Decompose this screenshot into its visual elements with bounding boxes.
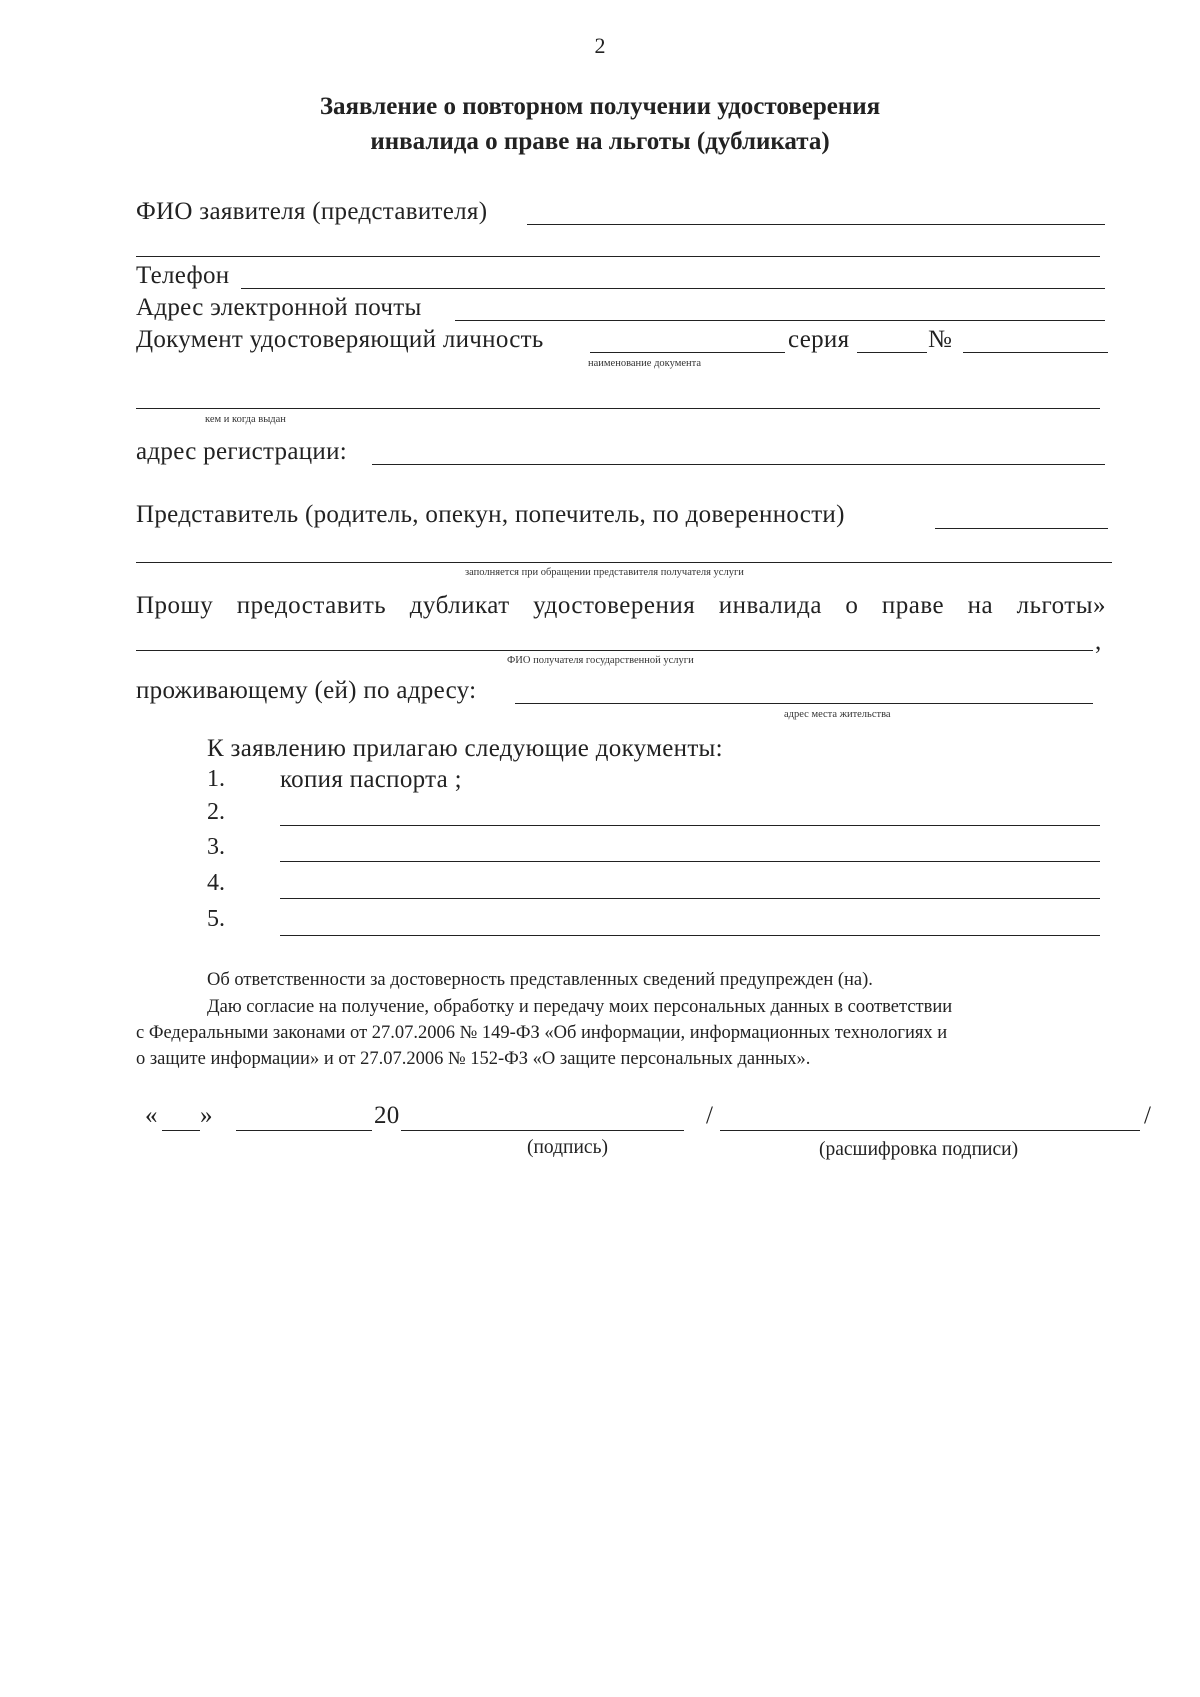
series-label: серия [788,326,850,353]
fio-field[interactable] [527,224,1105,225]
attachment-item-1: копия паспорта ; [280,766,462,793]
date-year-prefix: 20 [374,1102,400,1129]
attachment-number-2: 2. [207,799,225,825]
signature-decode-field[interactable] [720,1130,1140,1131]
attachment-number-3: 3. [207,834,225,860]
signature-caption: (подпись) [527,1137,608,1158]
id-document-label: Документ удостоверяющий личность [136,326,544,353]
attachment-item-5-field[interactable] [280,935,1100,936]
consent-line-1: Даю согласие на получение, обработку и передачу моих персональных данных в соответствии [207,997,953,1017]
responsibility-statement: Об ответственности за достоверность представленных сведений предупрежден (на). [207,970,873,990]
signature-slash-right: / [1144,1102,1152,1129]
request-comma: , [1095,628,1102,655]
form-title-line-2: инвалида о праве на льготы (дубликата) [370,128,830,155]
signature-slash-left: / [706,1102,714,1129]
page-number: 2 [594,33,606,58]
fio-field-continuation[interactable] [136,256,1100,257]
date-open-quote: « [145,1102,158,1129]
representative-field[interactable] [935,528,1108,529]
fio-label: ФИО заявителя (представителя) [136,198,488,225]
attachment-number-5: 5. [207,906,225,932]
issued-by-field[interactable] [136,408,1100,409]
attachment-item-3-field[interactable] [280,861,1100,862]
email-label: Адрес электронной почты [136,294,422,321]
attachment-number-1: 1. [207,766,225,792]
attachments-heading: К заявлению прилагаю следующие документы: [207,735,723,762]
date-close-quote: » [200,1102,213,1129]
registration-address-label: адрес регистрации: [136,438,348,465]
representative-label: Представитель (родитель, опекун, попечитель, по доверенности) [136,501,845,528]
email-field[interactable] [455,320,1105,321]
residence-address-field[interactable] [515,703,1093,704]
document-name-hint: наименование документа [588,358,702,369]
form-title-line-1: Заявление о повторном получении удостоверения [319,93,881,120]
representative-field-continuation[interactable] [136,562,1112,563]
date-month-field[interactable] [236,1130,372,1131]
registration-address-field[interactable] [372,464,1105,465]
date-day-field[interactable] [162,1130,200,1131]
attachment-item-2-field[interactable] [280,825,1100,826]
phone-field[interactable] [241,288,1105,289]
series-field[interactable] [857,352,927,353]
residing-label: проживающему (ей) по адресу: [136,677,477,704]
representative-hint: заполняется при обращении представителя получателя услуги [465,567,744,578]
document-number-field[interactable] [963,352,1108,353]
recipient-name-hint: ФИО получателя государственной услуги [507,655,694,666]
phone-label: Телефон [136,262,230,289]
consent-line-2: с Федеральными законами от 27.07.2006 № 149-ФЗ «Об информации, информационных технологиях и [136,1023,948,1043]
signature-field[interactable] [401,1130,684,1131]
attachment-number-4: 4. [207,870,225,896]
id-document-name-field[interactable] [590,352,785,353]
number-label: № [928,326,953,353]
consent-line-3: о защите информации» и от 27.07.2006 № 152-ФЗ «О защите персональных данных». [136,1049,811,1069]
recipient-name-field[interactable] [136,650,1093,651]
attachment-item-4-field[interactable] [280,898,1100,899]
request-text: Прошу предоставить дубликат удостоверения инвалида о праве на льготы» [136,592,1106,619]
signature-decode-caption: (расшифровка подписи) [819,1139,1019,1160]
issued-by-hint: кем и когда выдан [205,414,286,425]
residence-address-hint: адрес места жительства [784,709,891,720]
